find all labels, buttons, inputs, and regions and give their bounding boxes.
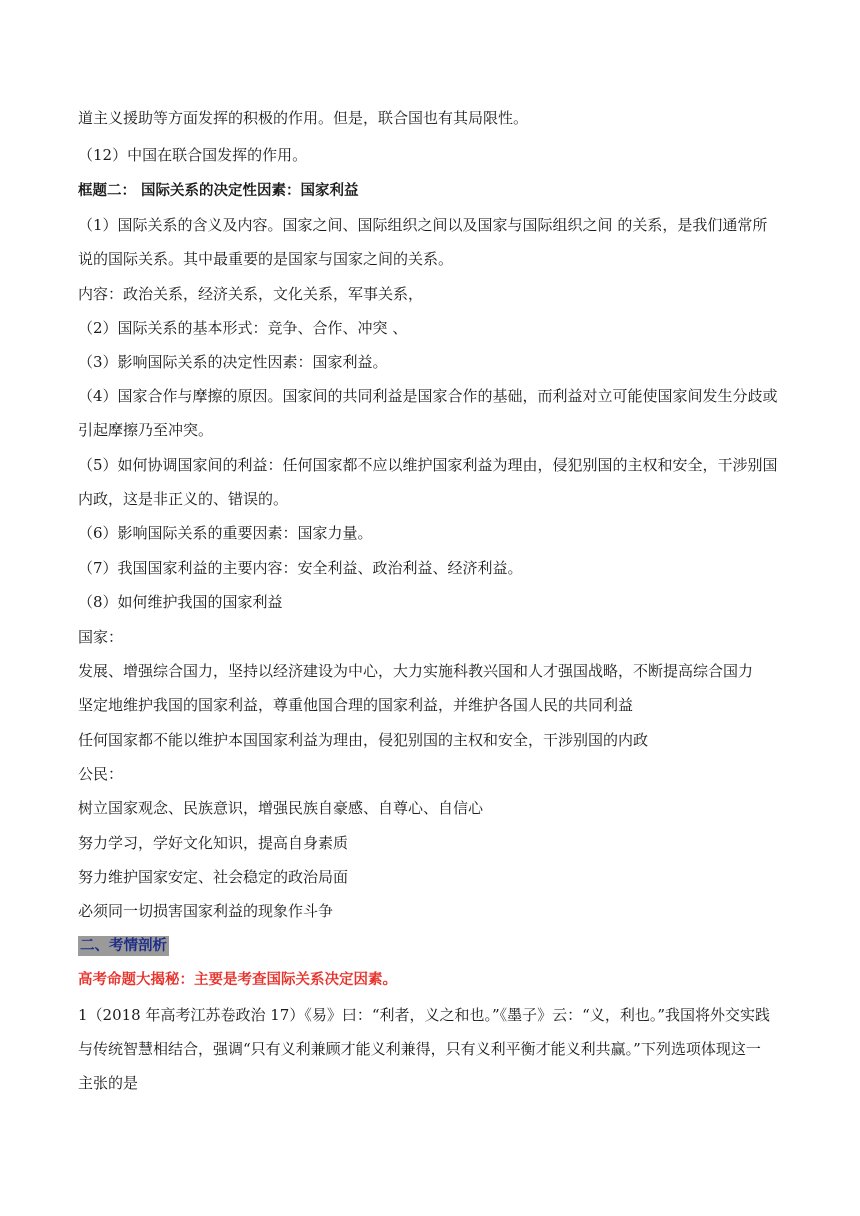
section-heading-highlighted: [78, 936, 788, 956]
text-line: （8）如何维护我国的国家利益: [78, 593, 283, 611]
text-line: 坚定地维护我国的国家利益，尊重他国合理的国家利益，并维护各国人民的共同利益: [78, 696, 634, 714]
text-line: 发展、增强综合国力，坚持以经济建设为中心，大力实施科教兴国和人才强国战略，不断提高综合国力: [78, 662, 754, 680]
red-heading: 高考命题大揭秘：主要是考查国际关系决定因素。: [78, 972, 397, 988]
text-line: 树立国家观念、民族意识，增强民族自豪感、自尊心、自信心: [78, 799, 484, 817]
question-line: 主张的是: [78, 1074, 139, 1092]
text-line: （4）国家合作与摩擦的原因。国家间的共同利益是国家合作的基础，而利益对立可能使国家间发生分歧或: [78, 387, 778, 405]
text-line: 说的国际关系。其中最重要的是国家与国家之间的关系。: [78, 250, 454, 268]
section-heading: 框题二： 国际关系的决定性因素：国家利益: [78, 183, 359, 199]
text-line: （2）国际关系的基本形式：竞争、合作、冲突 、: [78, 319, 408, 337]
text-line: 公民：: [78, 765, 124, 783]
text-line: 道主义援助等方面发挥的积极的作用。但是，联合国也有其局限性。: [78, 109, 529, 127]
text-line: （12）中国在联合国发挥的作用。: [78, 146, 308, 164]
text-line: 必须同一切损害国家利益的现象作斗争: [78, 902, 334, 920]
highlight: 二、考情剖析: [80, 938, 167, 954]
text-line: （6）影响国际关系的重要因素：国家力量。: [78, 524, 373, 542]
text-line: （1）国际关系的含义及内容。国家之间、国际组织之间以及国家与国际组织之间 的关系，是我们通常所: [78, 216, 768, 234]
text-line: 内容：政治关系，经济关系，文化关系，军事关系，: [78, 285, 424, 303]
text-line: 努力学习，学好文化知识，提高自身素质: [78, 834, 349, 852]
text-line: （3）影响国际关系的决定性因素：国家利益。: [78, 353, 388, 371]
text-line: 任何国家都不能以维护本国国家利益为理由，侵犯别国的主权和安全，干涉别国的内政: [78, 731, 649, 749]
text-line: （5）如何协调国家间的利益：任何国家都不应以维护国家利益为理由，侵犯别国的主权和安全，干涉别国: [78, 456, 778, 474]
text-line: 国家：: [78, 628, 124, 646]
question-line: 1（2018 年高考江苏卷政治 17）《易》曰：“利者，义之和也。”《墨子》云：“义，利也。”我国将外交实践: [78, 1006, 771, 1024]
text-line: 内政，这是非正义的、错误的。: [78, 490, 289, 508]
text-line: 努力维护国家安定、社会稳定的政治局面: [78, 868, 349, 886]
text-line: （7）我国国家利益的主要内容：安全利益、政治利益、经济利益。: [78, 559, 523, 577]
text-line: 引起摩擦乃至冲突。: [78, 421, 214, 439]
question-line: 与传统智慧相结合，强调“只有义利兼顾才能义利兼得，只有义利平衡才能义利共赢。”下列选项体现这一: [78, 1040, 761, 1058]
